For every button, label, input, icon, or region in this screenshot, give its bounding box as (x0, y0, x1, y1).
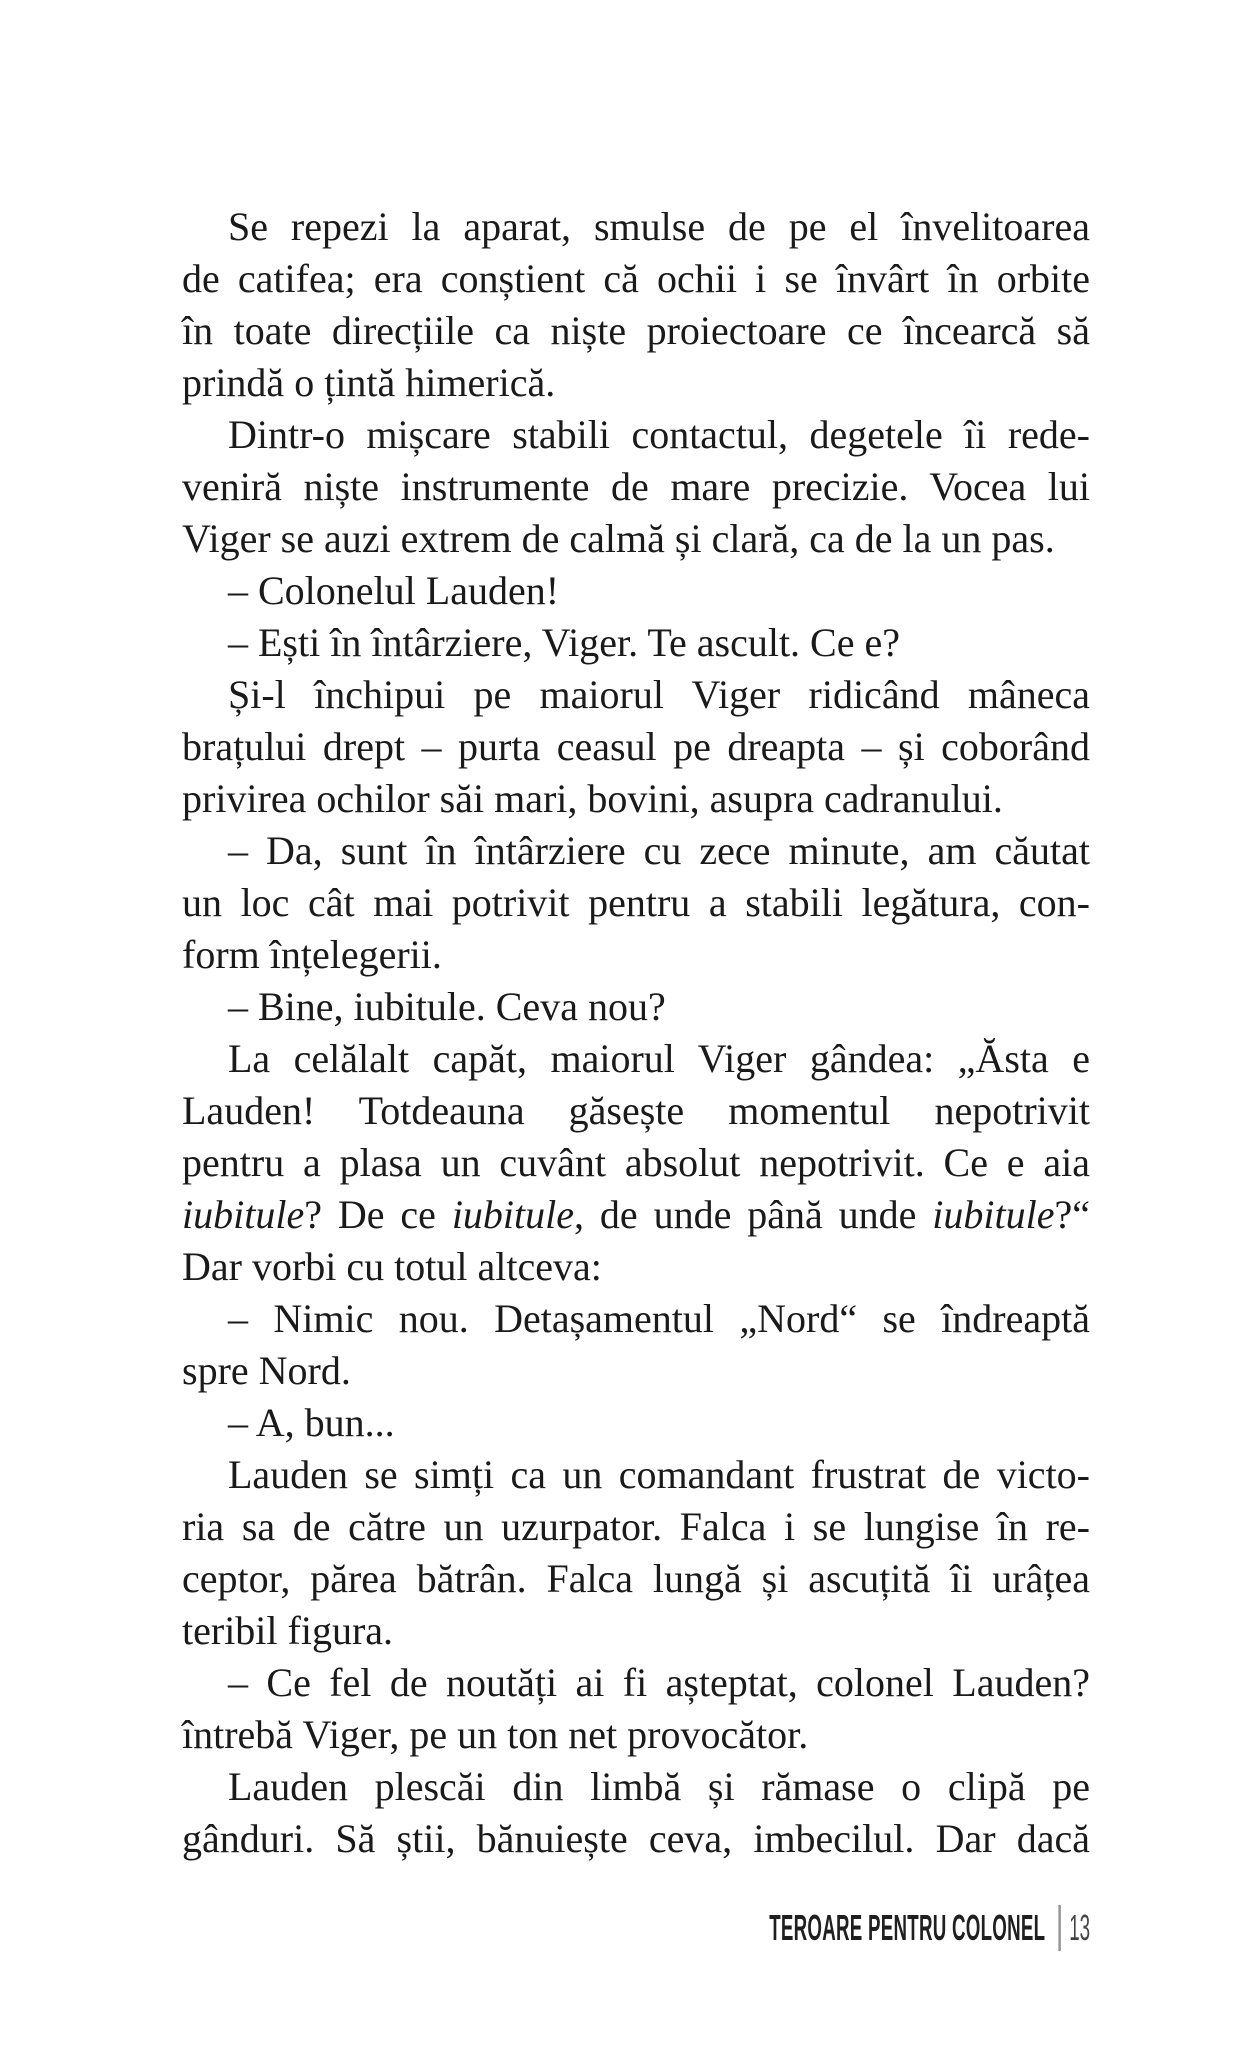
text-line: teribil figura. (182, 1608, 394, 1653)
italic-text-segment: iubitule (932, 1192, 1055, 1237)
text-line: Viger se auzi extrem de calmă și clară, ca de la un pas. (182, 516, 1055, 561)
text-line: La celălalt capăt, maiorul Viger gândea: „Ăsta e (228, 1036, 1090, 1081)
text-line: prindă o țintă himerică. (182, 360, 556, 405)
paragraph (182, 617, 1090, 669)
running-title: TEROARE PENTRU COLONEL (769, 1907, 1046, 1948)
text-line: – Da, sunt în întârziere cu zece minute, am căutat (228, 828, 1090, 873)
paragraph (182, 1449, 1090, 1657)
text-line: – Ce fel de noutăți ai fi așteptat, colonel Lauden? (228, 1660, 1090, 1705)
text-segment: ? De ce (304, 1192, 452, 1237)
text-line: Lauden se simți ca un comandant frustrat de victo- (228, 1452, 1090, 1497)
paragraph (182, 1293, 1090, 1397)
text-line: – Bine, iubitule. Ceva nou? (228, 984, 666, 1029)
paragraph (182, 1761, 1090, 1865)
text-line: pentru a plasa un cuvânt absolut nepotrivit. Ce e aia (182, 1140, 1090, 1185)
text-line: – Nimic nou. Detașamentul „Nord“ se îndreaptă (228, 1296, 1090, 1341)
page-text (182, 201, 1090, 1865)
text-line: ceptor, părea bătrân. Falca lungă și ascuțită îi urâțea (182, 1556, 1090, 1601)
page-footer (769, 1902, 1090, 1954)
paragraph (182, 1033, 1090, 1293)
text-line: de catifea; era conștient că ochii i se învârt în orbite (182, 256, 1090, 301)
text-line: în toate direcțiile ca niște proiectoare ce încearcă să (182, 308, 1090, 353)
text-segment: , de unde până unde (574, 1192, 933, 1237)
text-line: – A, bun... (228, 1400, 395, 1445)
footer-separator (1058, 1905, 1061, 1951)
text-line: gânduri. Să știi, bănuiește ceva, imbecilul. Dar dacă (182, 1816, 1090, 1861)
text-line: veniră niște instrumente de mare precizie. Vocea lui (182, 464, 1090, 509)
text-line: ria sa de către un uzurpator. Falca i se lungise în re- (182, 1504, 1090, 1549)
paragraph (182, 825, 1090, 981)
text-line: spre Nord. (182, 1348, 351, 1393)
text-line: brațului drept – purta ceasul pe dreapta – și coborând (182, 724, 1090, 769)
text-line: Dar vorbi cu totul altceva: (182, 1244, 602, 1289)
text-line: întrebă Viger, pe un ton net provocător. (182, 1712, 809, 1757)
italic-text-segment: iubitule (451, 1192, 575, 1237)
text-line: Se repezi la aparat, smulse de pe el învelitoarea (228, 204, 1090, 249)
text-line: – Colonelul Lauden! (228, 568, 560, 613)
paragraph (182, 201, 1090, 409)
text-line (182, 1189, 1090, 1241)
text-line: Lauden! Totdeauna găsește momentul nepotrivit (182, 1088, 1090, 1133)
paragraph (182, 1397, 1090, 1449)
paragraph (182, 669, 1090, 825)
text-line: form înțelegerii. (182, 932, 442, 977)
text-line: privirea ochilor săi mari, bovini, asupra cadranului. (182, 776, 1003, 821)
paragraph (182, 565, 1090, 617)
text-line: Și-l închipui pe maiorul Viger ridicând mâneca (228, 672, 1090, 717)
text-line: un loc cât mai potrivit pentru a stabili legătura, con- (182, 880, 1090, 925)
paragraph (182, 409, 1090, 565)
text-segment: ?“ (1054, 1192, 1090, 1237)
page-number: 13 (1069, 1907, 1090, 1948)
italic-text-segment: iubitule (182, 1192, 305, 1237)
paragraph (182, 981, 1090, 1033)
paragraph (182, 1657, 1090, 1761)
text-line: – Ești în întârziere, Viger. Te ascult. Ce e? (228, 620, 900, 665)
text-line: Dintr-o mișcare stabili contactul, degetele îi rede- (228, 412, 1090, 457)
text-line: Lauden plescăi din limbă și rămase o clipă pe (228, 1764, 1090, 1809)
